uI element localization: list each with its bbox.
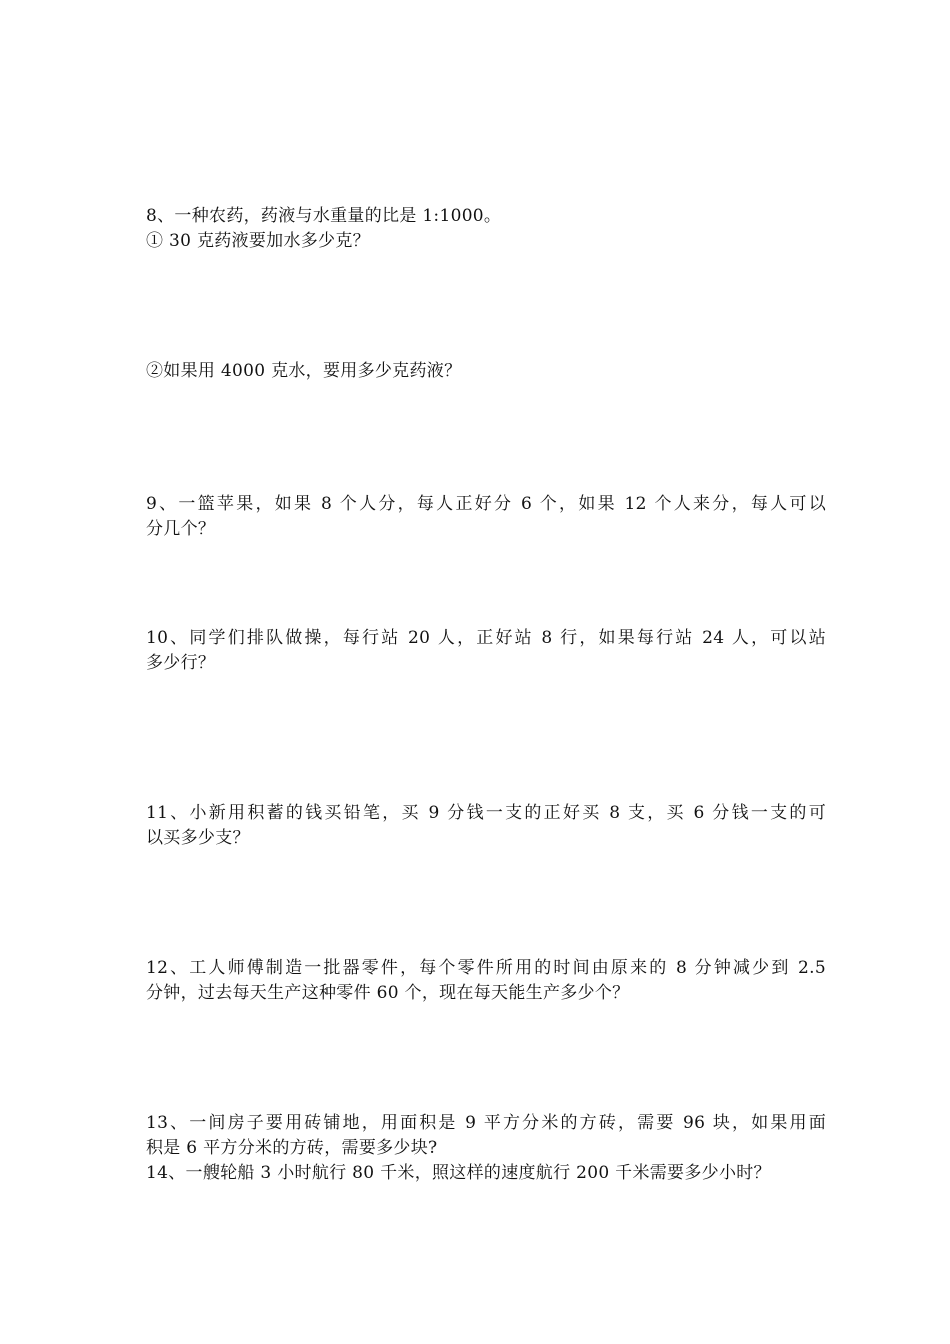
question-13-line-1: 13、一间房子要用砖铺地，用面积是 9 平方分米的方砖，需要 96 块，如果用面 (146, 1113, 826, 1133)
question-10-line-2: 多少行？ (146, 653, 216, 673)
question-8-part-2: ②如果用 4000 克水，要用多少克药液？ (146, 361, 462, 381)
question-11-line-2: 以买多少支？ (146, 828, 250, 848)
question-8-part-1: ① 30 克药液要加水多少克？ (146, 231, 370, 251)
question-8-stem: 8、一种农药，药液与水重量的比是 1:1000。 (146, 206, 502, 226)
question-13-line-2: 积是 6 平方分米的方砖，需要多少块? (146, 1138, 438, 1158)
question-10-line-1: 10、同学们排队做操，每行站 20 人，正好站 8 行，如果每行站 24 人，可以站 (146, 628, 826, 648)
question-9-line-1: 9、一篮苹果，如果 8 个人分，每人正好分 6 个，如果 12 个人来分，每人可以 (146, 494, 826, 514)
question-9-line-2: 分几个？ (146, 519, 216, 539)
question-12-line-1: 12、工人师傅制造一批器零件，每个零件所用的时间由原来的 8 分钟减少到 2.5 (146, 958, 826, 978)
question-12-line-2: 分钟，过去每天生产这种零件 60 个，现在每天能生产多少个？ (146, 983, 630, 1003)
question-14-line-1: 14、一艘轮船 3 小时航行 80 千米，照这样的速度航行 200 千米需要多少小时？ (146, 1163, 771, 1183)
question-11-line-1: 11、小新用积蓄的钱买铅笔，买 9 分钱一支的正好买 8 支，买 6 分钱一支的可 (146, 803, 826, 823)
